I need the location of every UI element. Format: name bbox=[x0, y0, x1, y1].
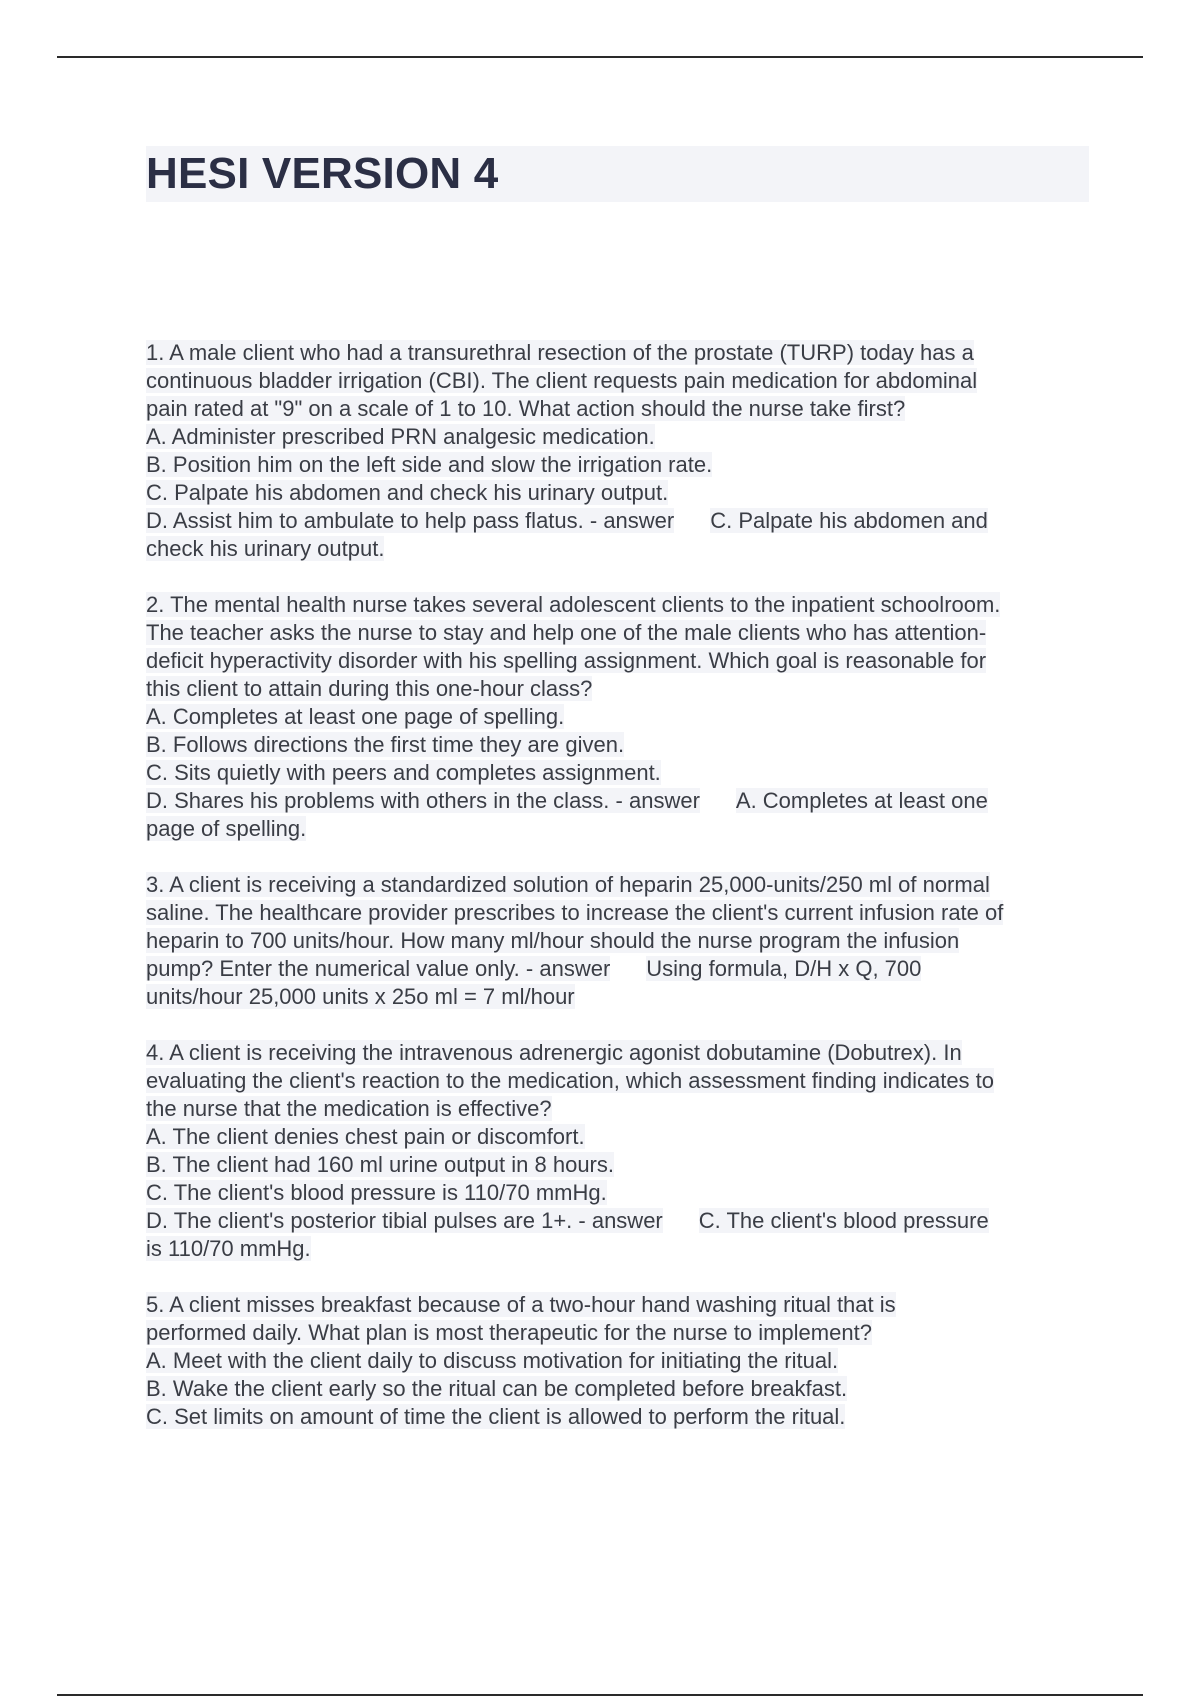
question-line: heparin to 700 units/hour. How many ml/hour should the nurse program the infusion bbox=[146, 928, 960, 953]
option-b: B. Position him on the left side and slow the irrigation rate. bbox=[146, 452, 713, 477]
question-line: 3. A client is receiving a standardized solution of heparin 25,000-units/250 ml of normal bbox=[146, 872, 990, 897]
option-b: B. Follows directions the first time they are given. bbox=[146, 732, 625, 757]
option-c: C. The client's blood pressure is 110/70 mmHg. bbox=[146, 1180, 607, 1205]
option-c: C. Set limits on amount of time the client is allowed to perform the ritual. bbox=[146, 1404, 846, 1429]
question-end: pump? Enter the numerical value only. - answer bbox=[146, 956, 611, 981]
answer-text: C. The client's blood pressure bbox=[698, 1208, 989, 1233]
answer-continuation: check his urinary output. bbox=[146, 536, 385, 561]
question-line: pain rated at "9" on a scale of 1 to 10. What action should the nurse take first? bbox=[146, 396, 906, 421]
option-a: A. Completes at least one page of spelling. bbox=[146, 704, 565, 729]
answer-text: C. Palpate his abdomen and bbox=[710, 508, 988, 533]
question-line: 4. A client is receiving the intravenous adrenergic agonist dobutamine (Dobutrex). In bbox=[146, 1040, 962, 1065]
option-b: B. The client had 160 ml urine output in 8 hours. bbox=[146, 1152, 614, 1177]
option-a: A. Administer prescribed PRN analgesic medication. bbox=[146, 424, 655, 449]
question-line: the nurse that the medication is effective? bbox=[146, 1096, 552, 1121]
option-d: D. The client's posterior tibial pulses are 1+. - answer bbox=[146, 1208, 663, 1233]
question-line: evaluating the client's reaction to the medication, which assessment finding indicates to bbox=[146, 1068, 995, 1093]
question-1 bbox=[146, 339, 1096, 563]
question-line: 5. A client misses breakfast because of a two-hour hand washing ritual that is bbox=[146, 1292, 896, 1317]
option-a: A. Meet with the client daily to discuss motivation for initiating the ritual. bbox=[146, 1348, 839, 1373]
questions-list bbox=[146, 339, 1096, 1459]
option-b: B. Wake the client early so the ritual can be completed before breakfast. bbox=[146, 1376, 848, 1401]
answer-continuation: page of spelling. bbox=[146, 816, 307, 841]
question-3 bbox=[146, 871, 1096, 1011]
answer-continuation: units/hour 25,000 units x 25o ml = 7 ml/hour bbox=[146, 984, 575, 1009]
option-a: A. The client denies chest pain or discomfort. bbox=[146, 1124, 585, 1149]
option-d: D. Assist him to ambulate to help pass flatus. - answer bbox=[146, 508, 675, 533]
question-line: continuous bladder irrigation (CBI). The client requests pain medication for abdominal bbox=[146, 368, 978, 393]
option-d-with-answer bbox=[146, 787, 1096, 815]
option-d: D. Shares his problems with others in the class. - answer bbox=[146, 788, 700, 813]
question-line: saline. The healthcare provider prescribes to increase the client's current infusion rate of bbox=[146, 900, 1004, 925]
option-d-with-answer bbox=[146, 507, 1096, 535]
question-line: 2. The mental health nurse takes several adolescent clients to the inpatient schoolroom. bbox=[146, 592, 1001, 617]
question-line: 1. A male client who had a transurethral resection of the prostate (TURP) today has a bbox=[146, 340, 974, 365]
question-line: deficit hyperactivity disorder with his spelling assignment. Which goal is reasonable for bbox=[146, 648, 987, 673]
answer-text: A. Completes at least one bbox=[735, 788, 988, 813]
answer-text: Using formula, D/H x Q, 700 bbox=[646, 956, 922, 981]
question-with-answer bbox=[146, 955, 1096, 983]
question-line: this client to attain during this one-hour class? bbox=[146, 676, 593, 701]
question-4 bbox=[146, 1039, 1096, 1263]
answer-continuation: is 110/70 mmHg. bbox=[146, 1236, 311, 1261]
question-line: The teacher asks the nurse to stay and help one of the male clients who has attention- bbox=[146, 620, 987, 645]
question-5 bbox=[146, 1291, 1096, 1431]
top-rule bbox=[57, 56, 1143, 58]
option-c: C. Sits quietly with peers and completes assignment. bbox=[146, 760, 661, 785]
option-d-with-answer bbox=[146, 1207, 1096, 1235]
question-2 bbox=[146, 591, 1096, 843]
document-title: HESI VERSION 4 bbox=[146, 149, 499, 198]
bottom-rule bbox=[57, 1694, 1143, 1696]
question-line: performed daily. What plan is most therapeutic for the nurse to implement? bbox=[146, 1320, 872, 1345]
option-c: C. Palpate his abdomen and check his urinary output. bbox=[146, 480, 669, 505]
